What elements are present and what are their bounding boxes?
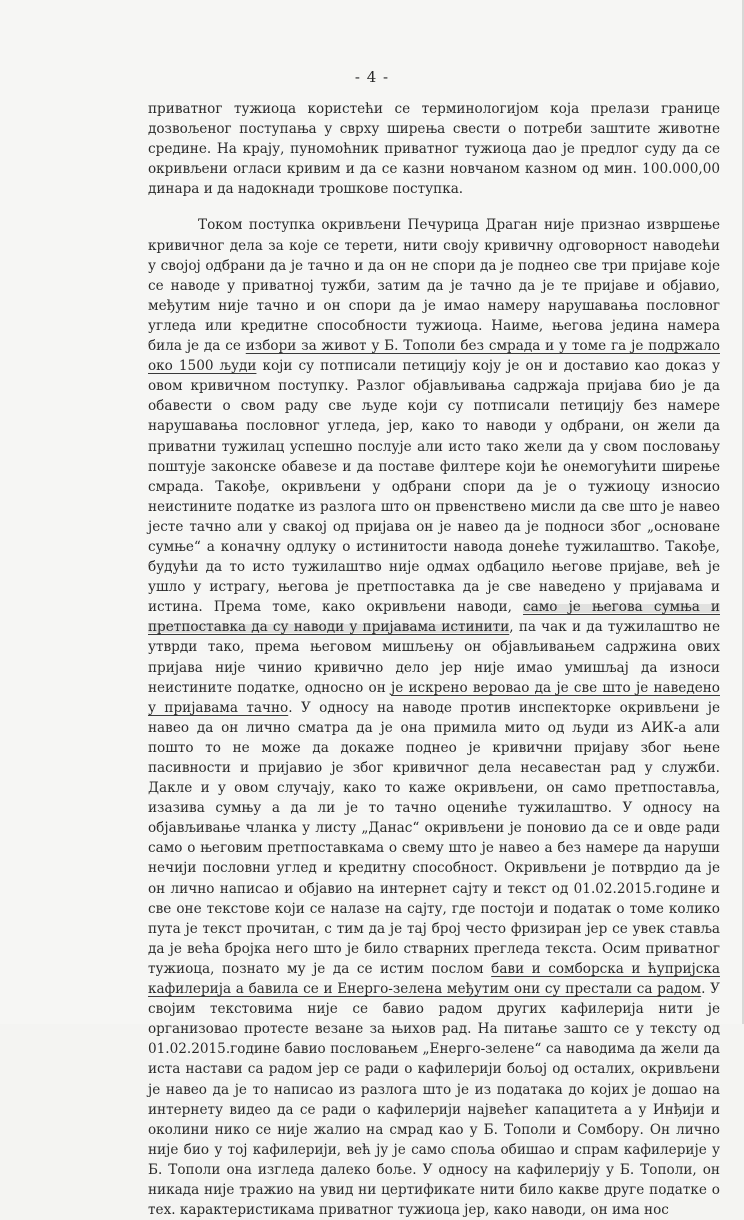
paragraph-2 <box>148 215 720 1220</box>
paragraph-1: приватног тужиоца користећи се терминологијом која прелази границе дозвољеног поступања у сврху ширења свести о потреби заштите животне средине. На крају, пуномоћник приватног тужиоца дао је предлог суду да се окривљени огласи кривим и да се казни новчаном казном од мин. 100.000,00 динара и да надокнади трошкове поступка. <box>148 101 720 198</box>
body-text <box>148 99 720 1220</box>
underlined-passage: бави и сомборска и ћупријска кафилерија а бавила се и Енерго-зелена међутим они су престали са радом <box>148 960 720 998</box>
underlined-passage: избори за живот у Б. Тополи без смрада и у томе га је подржало око 1500 људи <box>148 338 720 375</box>
text-segment: који су потписали петицију коју је он и доставио као доказ у овом кривичном поступку. Разлог објављивања садржаја пријава био је да обавести о свом раду све људе који су потписали петицију без намере нарушавања пословног угледа, јер, како то наводи у одбрани, он жели да приватни тужилац успешно послује али исто тако жели да у свом пословању поштује законске обавезе и да поставе филтере који ће онемогућити ширење смрада. Такође, окривљени у одбрани спори да је о тужиоцу износио неистините податке из разлога што он првенствено мисли да све што је навео јесте тачно али у свакој од пријава он је навео да је подноси због „основане сумње“ а коначну одлуку о истинитости навода донеће тужилаштво. Такође, будући да то исто тужилаштво није одмах одбацило његове пријаве, већ је ушло у истрагу, његова је претпоставка да је све наведено у пријавама и истина. Према томе, како окривљени наводи, <box>148 358 720 616</box>
underlined-passage: само је његова сумња и претпоставка да су наводи у пријавама истинити <box>148 599 720 636</box>
text-segment: . У односу на наводе против инспекторке окривљени је навео да он лично сматра да је она примила мито од људи из АИК-а али пошто то не може да докаже поднео је кривични пријаву због њене пасивности и пријавио је због кривичног дела несавестан рад у служби. Дакле и у овом случају, како то каже окривљени, он само претпоставља, изазива сумњу а да ли је то тачно оцениће тужилаштво. У односу на објављивање чланка у листу „Данас“ окривљени је поновио да се и овде ради само о његовим претпоставкама о свему што је навео а без намере да наруши нечији пословни углед и кредитну способност. Окривљени је потврдио да је он лично написао и објавио на интернет сајту и текст од 01.02.2015.године и све оне текстове који се налазе на сајту, где постоји и податак о томе колико пута је текст прочитан, с тим да је тај број често фризиран јер се увек ставља да је већа бројка него што је било стварних прегледа текста. Осим приватног тужиоца, познато му је да се истим послом <box>148 699 720 977</box>
underlined-passage: је искрено веровао да је све што је наведено у пријавама тачно <box>148 679 720 716</box>
text-segment: . У својим текстовима није се бавио радом других кафилерија нити је организовао протесте везане за њихов рад. На питање зашто се у тексту од 01.02.2015.године бавио пословањем „Енерго-зелене“ са наводима да жели да иста настави са радом јер се ради о кафилерији бољој од осталих, окривљени је навео да је то написао из разлога што је из података до којих је дошао на интернету видео да се ради о кафилерији највећег капацитета а у Инђији и околини нико се није жалио на смрад као у Б. Тополи и Сомбору. Он лично није био у тој кафилерији, већ ју је само споља обишао и спрам кафилерије у Б. Тополи она изгледа далеко боље. У односу на кафилерију у Б. Тополи, он никада није тражио на увид ни цертификате нити било какве друге податке о тех. карактеристикама приватног тужиоца јер, како наводи, он има нос <box>148 981 720 1219</box>
text-segment: , па чак и да тужилаштво не утврди тако, према његовом мишљењу он објављивањем садржина ових пријава није чинио кривично дело јер није имао умишљај да износи неистините податке, односно он <box>148 619 720 696</box>
page-number: - 4 - <box>354 68 390 86</box>
text-segment: Током поступка окривљени Печурица Драган није признао извршење кривичног дела за које се терети, нити своју кривичну одговорност наводећи у својој одбрани да је тачно и да он не спори да је поднео све три пријаве које се наводе у приватној тужби, затим да је тачно да је те пријаве и објавио, међутим није тачно и он спори да је имао намеру нарушавања пословног угледа или кредитне способности тужиоца. Наиме, његова једина намера била је да се <box>148 217 720 355</box>
